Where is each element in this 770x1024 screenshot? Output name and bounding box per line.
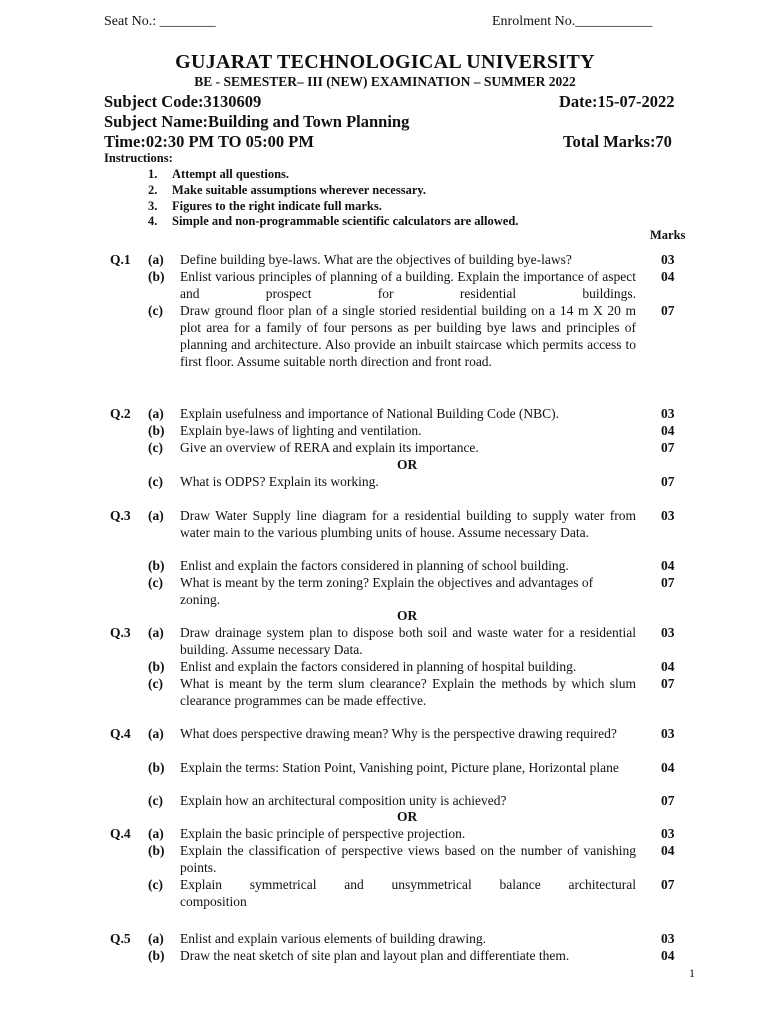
question-number: Q.2 bbox=[110, 406, 131, 421]
subpart-label: (c) bbox=[148, 440, 163, 455]
subpart-label: (a) bbox=[148, 726, 164, 741]
enrolment-number-field: Enrolment No.___________ bbox=[492, 14, 653, 29]
subpart-label: (a) bbox=[148, 625, 164, 640]
question-marks: 07 bbox=[661, 440, 675, 455]
question-marks: 07 bbox=[661, 303, 675, 318]
subpart-label: (c) bbox=[148, 303, 163, 318]
instruction-text: Make suitable assumptions wherever necessary. bbox=[172, 183, 427, 197]
question-text: Explain the basic principle of perspective projection. bbox=[180, 826, 466, 841]
question-text: Enlist and explain various elements of building drawing. bbox=[180, 931, 486, 946]
question-number: Q.4 bbox=[110, 826, 131, 841]
question-marks: 07 bbox=[661, 575, 675, 590]
subpart-label: (b) bbox=[148, 948, 165, 963]
question-number: Q.3 bbox=[110, 625, 131, 640]
subpart-label: (c) bbox=[148, 676, 163, 691]
question-marks: 04 bbox=[661, 659, 675, 674]
subpart-label: (c) bbox=[148, 877, 163, 892]
question-text: What is meant by the term slum clearance? Explain the methods by which slum clearance programmes can be made effective. bbox=[180, 676, 636, 708]
question-number: Q.4 bbox=[110, 726, 131, 741]
instruction-text: Figures to the right indicate full marks. bbox=[172, 199, 382, 213]
question-marks: 03 bbox=[661, 726, 675, 741]
question-text: Enlist and explain the factors considered in planning of hospital building. bbox=[180, 659, 577, 674]
subpart-label: (a) bbox=[148, 826, 164, 841]
question-text: Explain how an architectural composition unity is achieved? bbox=[180, 793, 507, 808]
question-marks: 04 bbox=[661, 423, 675, 438]
question-text: What is ODPS? Explain its working. bbox=[180, 474, 379, 489]
subpart-label: (c) bbox=[148, 575, 163, 590]
subpart-label: (a) bbox=[148, 508, 164, 523]
subpart-label: (a) bbox=[148, 406, 164, 421]
subpart-label: (b) bbox=[148, 558, 165, 573]
subpart-label: (c) bbox=[148, 793, 163, 808]
question-text: Give an overview of RERA and explain its importance. bbox=[180, 440, 479, 455]
question-marks: 04 bbox=[661, 269, 675, 284]
question-text: Explain bye-laws of lighting and ventilation. bbox=[180, 423, 422, 438]
page-number: 1 bbox=[689, 966, 695, 980]
question-text: Draw ground floor plan of a single storied residential building on a 14 m X 20 m plot area for a family of four persons as per building bye laws and principles of planning and architecture. Also provide an inbuilt staircase which permits access to first floor. Assume suitable north direction and front road. bbox=[180, 303, 636, 369]
subpart-label: (b) bbox=[148, 843, 165, 858]
question-marks: 07 bbox=[661, 474, 675, 489]
question-number: Q.1 bbox=[110, 252, 131, 267]
or-separator: OR bbox=[397, 608, 418, 623]
question-text: Enlist and explain the factors considered in planning of school building. bbox=[180, 558, 569, 573]
subpart-label: (a) bbox=[148, 252, 164, 267]
subpart-label: (c) bbox=[148, 474, 163, 489]
subpart-label: (b) bbox=[148, 659, 165, 674]
or-separator: OR bbox=[397, 457, 418, 472]
question-marks: 07 bbox=[661, 676, 675, 691]
exam-date: Date:15-07-2022 bbox=[559, 92, 675, 111]
question-text: Explain the terms: Station Point, Vanishing point, Picture plane, Horizontal plane bbox=[180, 760, 619, 775]
seat-number-field: Seat No.: ________ bbox=[104, 14, 216, 29]
or-separator: OR bbox=[397, 809, 418, 824]
subject-code: Subject Code:3130609 bbox=[104, 92, 262, 111]
question-text: Explain symmetrical and unsymmetrical balance architectural composition bbox=[180, 877, 636, 909]
question-text: Draw the neat sketch of site plan and layout plan and differentiate them. bbox=[180, 948, 570, 963]
subpart-label: (b) bbox=[148, 269, 165, 284]
question-marks: 03 bbox=[661, 406, 675, 421]
question-marks: 03 bbox=[661, 252, 675, 267]
question-marks: 04 bbox=[661, 843, 675, 858]
instructions-title: Instructions: bbox=[104, 151, 173, 165]
question-text: Draw Water Supply line diagram for a residential building to supply water from water main to the various plumbing units of house. Assume necessary Data. bbox=[180, 508, 636, 540]
question-text: What is meant by the term zoning? Explain the objectives and advantages of zoning. bbox=[180, 575, 594, 607]
marks-column-heading: Marks bbox=[650, 228, 686, 242]
university-title: GUJARAT TECHNOLOGICAL UNIVERSITY bbox=[175, 51, 595, 73]
instruction-number: 1. bbox=[148, 167, 158, 181]
question-text: What does perspective drawing mean? Why is the perspective drawing required? bbox=[180, 726, 617, 741]
question-marks: 03 bbox=[661, 826, 675, 841]
exam-time: Time:02:30 PM TO 05:00 PM bbox=[104, 132, 314, 151]
question-marks: 04 bbox=[661, 948, 675, 963]
instruction-text: Simple and non-programmable scientific calculators are allowed. bbox=[172, 214, 519, 228]
question-marks: 07 bbox=[661, 877, 675, 892]
subject-name: Subject Name:Building and Town Planning bbox=[104, 112, 410, 131]
question-text: Define building bye-laws. What are the objectives of building bye-laws? bbox=[180, 252, 572, 267]
question-marks: 07 bbox=[661, 793, 675, 808]
question-marks: 04 bbox=[661, 760, 675, 775]
exam-title: BE - SEMESTER– III (NEW) EXAMINATION – SUMMER 2022 bbox=[194, 74, 576, 89]
instruction-number: 3. bbox=[148, 199, 158, 213]
question-marks: 03 bbox=[661, 931, 675, 946]
question-text: Enlist various principles of planning of a building. Explain the importance of aspect and prospect for residential buildings. bbox=[180, 269, 636, 301]
question-number: Q.3 bbox=[110, 508, 131, 523]
subpart-label: (b) bbox=[148, 760, 165, 775]
subpart-label: (a) bbox=[148, 931, 164, 946]
question-marks: 03 bbox=[661, 625, 675, 640]
question-number: Q.5 bbox=[110, 931, 131, 946]
question-text: Explain the classification of perspective views based on the number of vanishing points. bbox=[180, 843, 636, 875]
question-text: Explain usefulness and importance of National Building Code (NBC). bbox=[180, 406, 560, 421]
total-marks: Total Marks:70 bbox=[563, 132, 672, 151]
subpart-label: (b) bbox=[148, 423, 165, 438]
question-marks: 04 bbox=[661, 558, 675, 573]
instruction-text: Attempt all questions. bbox=[172, 167, 290, 181]
question-marks: 03 bbox=[661, 508, 675, 523]
question-text: Draw drainage system plan to dispose both soil and waste water for a residential building. Assume necessary Data. bbox=[180, 625, 636, 657]
instruction-number: 4. bbox=[148, 214, 158, 228]
instruction-number: 2. bbox=[148, 183, 158, 197]
